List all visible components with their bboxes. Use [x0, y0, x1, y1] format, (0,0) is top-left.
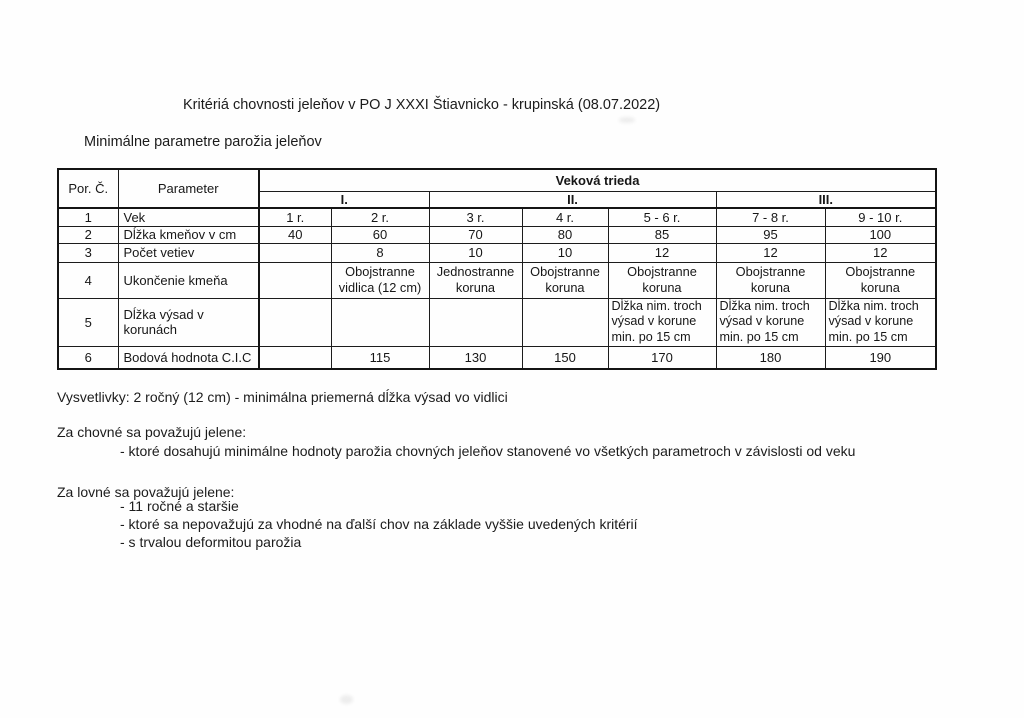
table-cell [259, 298, 331, 346]
table-cell: 12 [716, 243, 825, 262]
scan-smudge [340, 695, 353, 704]
table-cell: 115 [331, 346, 429, 369]
table-cell: Dĺžka nim. troch výsad v korune min. po 15 cm [608, 298, 716, 346]
table-cell: 130 [429, 346, 522, 369]
table-cell: 10 [522, 243, 608, 262]
criteria-table [57, 168, 937, 370]
table-cell: 80 [522, 226, 608, 243]
table-cell: 180 [716, 346, 825, 369]
table-cell: 85 [608, 226, 716, 243]
table-cell: 95 [716, 226, 825, 243]
table-cell: 1 r. [259, 208, 331, 226]
table-cell: Obojstranne koruna [825, 262, 936, 298]
row-number-cell: 1 [58, 208, 118, 226]
table-cell: 12 [608, 243, 716, 262]
table-cell: 4 r. [522, 208, 608, 226]
parameter-cell: Bodová hodnota C.I.C [118, 346, 259, 369]
table-cell: 190 [825, 346, 936, 369]
table-cell: 9 - 10 r. [825, 208, 936, 226]
table-cell: 100 [825, 226, 936, 243]
table-cell: Obojstranne koruna [608, 262, 716, 298]
table-cell: 170 [608, 346, 716, 369]
table-row-ukoncenie-kmena [58, 262, 936, 298]
table-cell: 60 [331, 226, 429, 243]
header-cell-group-3: III. [716, 191, 936, 208]
table-cell [259, 262, 331, 298]
parameter-cell: Počet vetiev [118, 243, 259, 262]
table-cell: 3 r. [429, 208, 522, 226]
table-cell: 8 [331, 243, 429, 262]
table-cell [429, 298, 522, 346]
scan-smudge [619, 117, 635, 123]
table-cell: 70 [429, 226, 522, 243]
table-row-bodova-hodnota [58, 346, 936, 369]
table-cell: Obojstranne koruna [522, 262, 608, 298]
parameter-cell: Ukončenie kmeňa [118, 262, 259, 298]
row-number-cell: 5 [58, 298, 118, 346]
note-chovne-item: - ktoré dosahujú minimálne hodnoty parožia chovných jeleňov stanovené vo všetkých parametroch v závislosti od veku [120, 443, 856, 459]
table-row-dlzka-kmenov [58, 226, 936, 243]
table-cell: 7 - 8 r. [716, 208, 825, 226]
table-cell: 40 [259, 226, 331, 243]
table-cell: 10 [429, 243, 522, 262]
table-cell [259, 346, 331, 369]
table-cell [522, 298, 608, 346]
table-cell: Dĺžka nim. troch výsad v korune min. po 15 cm [716, 298, 825, 346]
table-cell [259, 243, 331, 262]
header-cell-parameter: Parameter [118, 169, 259, 208]
table-row-vek [58, 208, 936, 226]
table-cell [331, 298, 429, 346]
note-lovne-item: - 11 ročné a staršie [120, 498, 239, 514]
table-cell: Dĺžka nim. troch výsad v korune min. po 15 cm [825, 298, 936, 346]
header-cell-por-c: Por. Č. [58, 169, 118, 208]
note-lovne-item: - ktoré sa nepovažujú za vhodné na ďalší chov na základe vyššie uvedených kritérií [120, 516, 638, 532]
header-cell-group-2: II. [429, 191, 716, 208]
section-subtitle: Minimálne parametre parožia jeleňov [84, 134, 322, 150]
header-cell-group-1: I. [259, 191, 429, 208]
row-number-cell: 3 [58, 243, 118, 262]
row-number-cell: 4 [58, 262, 118, 298]
note-lovne-title: Za lovné sa považujú jelene: [57, 484, 235, 500]
document-title: Kritériá chovnosti jeleňov v PO J XXXI Štiavnicko - krupinská (08.07.2022) [183, 97, 661, 113]
table-header-row-group-title [58, 169, 936, 191]
table-cell: Obojstranne vidlica (12 cm) [331, 262, 429, 298]
row-number-cell: 6 [58, 346, 118, 369]
table-cell: 5 - 6 r. [608, 208, 716, 226]
row-number-cell: 2 [58, 226, 118, 243]
parameter-cell: Dĺžka výsad v korunách [118, 298, 259, 346]
header-cell-vekova-trieda: Veková trieda [259, 169, 936, 191]
table-row-dlzka-vysad [58, 298, 936, 346]
table-cell: 150 [522, 346, 608, 369]
note-vysvetlivky: Vysvetlivky: 2 ročný (12 cm) - minimálna priemerná dĺžka výsad vo vidlici [57, 389, 508, 405]
note-lovne-item: - s trvalou deformitou parožia [120, 534, 302, 550]
note-chovne-title: Za chovné sa považujú jelene: [57, 424, 247, 440]
table-cell: 2 r. [331, 208, 429, 226]
parameter-cell: Vek [118, 208, 259, 226]
parameter-cell: Dĺžka kmeňov v cm [118, 226, 259, 243]
table-cell: Jednostranne koruna [429, 262, 522, 298]
table-cell: Obojstranne koruna [716, 262, 825, 298]
table-row-pocet-vetiev [58, 243, 936, 262]
table-cell: 12 [825, 243, 936, 262]
